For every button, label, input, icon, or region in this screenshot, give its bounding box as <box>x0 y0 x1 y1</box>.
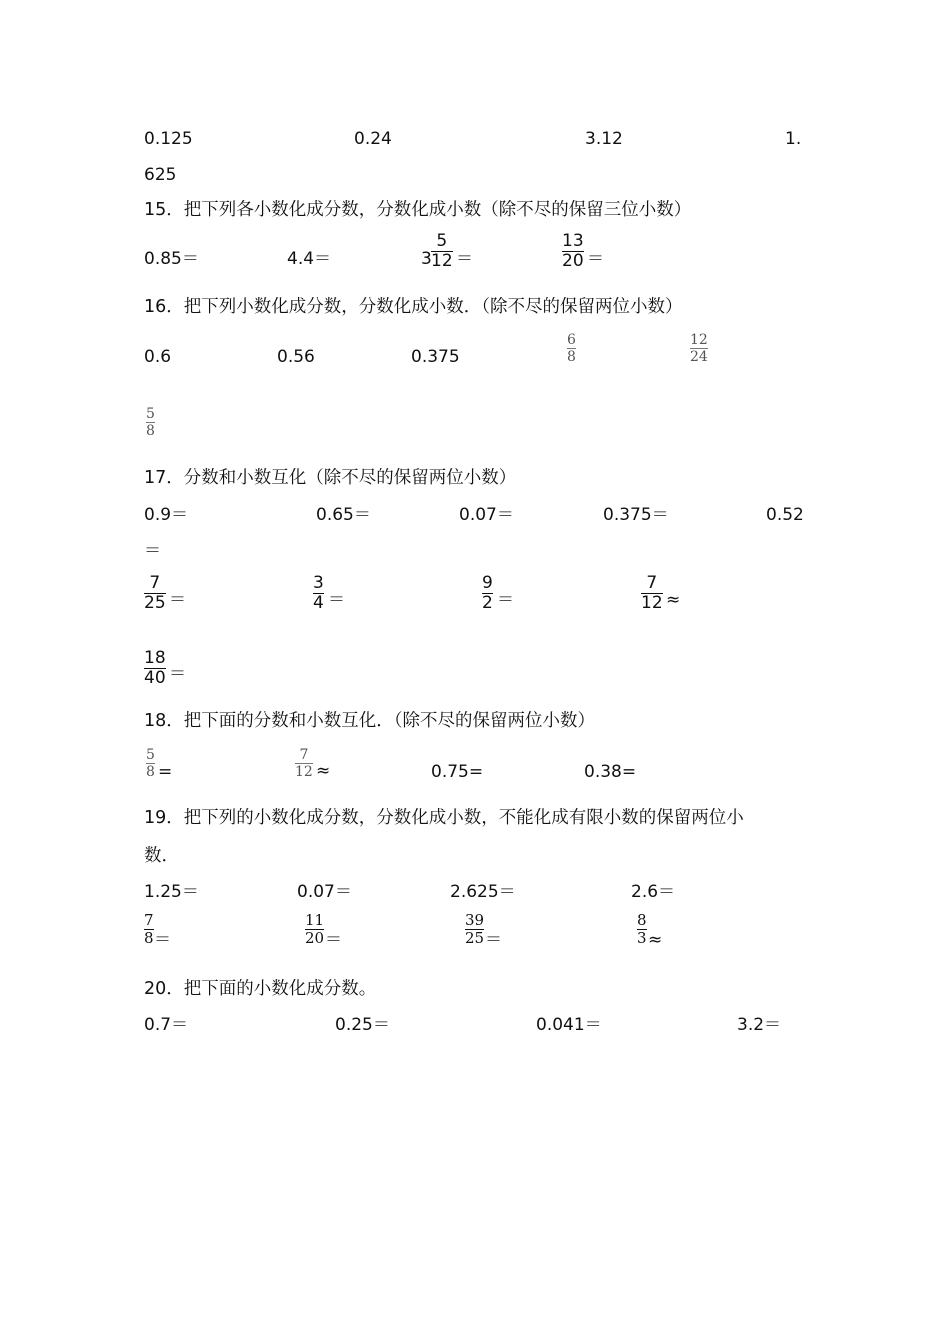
fraction <box>144 575 166 612</box>
value-text: 0.6 <box>144 347 172 367</box>
denominator: 4 <box>313 593 324 613</box>
denominator: 12 <box>431 251 453 271</box>
value-text: 0.07＝ <box>459 505 514 525</box>
question-18-title: 18．把下面的分数和小数互化．（除不尽的保留两位小数） <box>144 711 596 731</box>
fraction <box>465 913 484 946</box>
numerator: 18 <box>144 648 166 668</box>
question-19-title: 19．把下列的小数化成分数，分数化成小数，不能化成有限小数的保留两位小 <box>144 808 744 828</box>
denominator: 25 <box>465 929 485 947</box>
denominator: 3 <box>637 929 647 947</box>
suffix: ＝ <box>325 930 342 950</box>
fraction <box>146 407 155 438</box>
suffix: ≈ <box>648 930 663 950</box>
numerator: 5 <box>146 747 155 763</box>
value-text: 3.12 <box>585 129 623 149</box>
fraction <box>482 575 493 612</box>
suffix: ＝ <box>485 930 502 950</box>
suffix: ＝ <box>169 590 186 610</box>
denominator: 12 <box>641 593 663 613</box>
denominator: 2 <box>482 593 493 613</box>
numerator: 12 <box>690 332 708 348</box>
numerator: 13 <box>562 231 584 251</box>
value-text: 0.125 <box>144 129 193 149</box>
numerator: 7 <box>646 573 658 593</box>
numerator: 9 <box>482 573 493 593</box>
value-text: 0.375＝ <box>603 505 669 525</box>
denominator: 40 <box>144 668 166 688</box>
value-text: 0.38= <box>584 762 637 782</box>
suffix: ＝ <box>497 590 514 610</box>
value-text: 2.6＝ <box>631 882 676 902</box>
denominator: 20 <box>562 251 584 271</box>
value-text: 4.4＝ <box>287 249 332 269</box>
fraction <box>305 913 324 946</box>
fraction <box>641 575 663 612</box>
suffix: ≈ <box>316 761 331 781</box>
denominator: 8 <box>146 423 155 439</box>
denominator: 8 <box>146 764 155 780</box>
numerator: 39 <box>465 911 485 929</box>
value-text: 0.65＝ <box>316 505 371 525</box>
fraction <box>562 233 584 270</box>
question-17-title: 17．分数和小数互化（除不尽的保留两位小数） <box>144 468 517 488</box>
value-text: 3.2＝ <box>737 1015 782 1035</box>
value-text: 0.52 <box>766 505 804 525</box>
suffix: ≈ <box>666 590 681 610</box>
value-text: 625 <box>144 165 177 185</box>
question-15-title: 15．把下列各小数化成分数，分数化成小数（除不尽的保留三位小数） <box>144 200 692 220</box>
value-text: 0.07＝ <box>297 882 352 902</box>
numerator: 7 <box>144 911 154 929</box>
value-text: 1. <box>785 129 802 149</box>
value-text: 0.9＝ <box>144 505 189 525</box>
fraction <box>567 333 576 364</box>
value-text: 1.25＝ <box>144 882 199 902</box>
mixed-whole: 3 <box>421 249 432 269</box>
numerator: 8 <box>637 911 647 929</box>
value-text: 0.24 <box>354 129 392 149</box>
value-text: 0.041＝ <box>536 1015 602 1035</box>
numerator: 3 <box>313 573 324 593</box>
value-text: 0.56 <box>277 347 315 367</box>
numerator: 11 <box>305 911 325 929</box>
numerator: 5 <box>146 406 155 422</box>
question-16-title: 16．把下列小数化成分数，分数化成小数．（除不尽的保留两位小数） <box>144 297 683 317</box>
value-text: 0.75= <box>431 762 484 782</box>
fraction <box>637 913 647 946</box>
numerator: 7 <box>299 747 309 763</box>
fraction <box>144 913 154 946</box>
value-text: 0.375 <box>411 347 460 367</box>
denominator: 8 <box>567 349 576 365</box>
denominator: 8 <box>144 929 154 947</box>
numerator: 6 <box>567 332 576 348</box>
fraction <box>690 333 708 364</box>
suffix: ＝ <box>587 249 604 269</box>
fraction <box>313 575 324 612</box>
suffix: ＝ <box>154 930 171 950</box>
value-text: ＝ <box>144 541 161 561</box>
question-19-title-cont: 数． <box>144 846 179 866</box>
question-20-title: 20．把下面的小数化成分数。 <box>144 979 377 999</box>
fraction <box>146 748 155 779</box>
suffix: = <box>158 762 173 782</box>
denominator: 12 <box>295 764 313 780</box>
suffix: ＝ <box>169 664 186 684</box>
suffix: ＝ <box>456 249 473 269</box>
value-text: 0.7＝ <box>144 1015 189 1035</box>
numerator: 5 <box>436 231 448 251</box>
fraction <box>431 233 453 270</box>
denominator: 20 <box>305 929 325 947</box>
value-text: 0.25＝ <box>335 1015 390 1035</box>
suffix: ＝ <box>328 590 345 610</box>
fraction <box>295 748 313 779</box>
denominator: 24 <box>690 349 708 365</box>
denominator: 25 <box>144 593 166 613</box>
value-text: 2.625＝ <box>450 882 516 902</box>
numerator: 7 <box>149 573 161 593</box>
value-text: 0.85＝ <box>144 249 199 269</box>
fraction <box>144 650 166 687</box>
